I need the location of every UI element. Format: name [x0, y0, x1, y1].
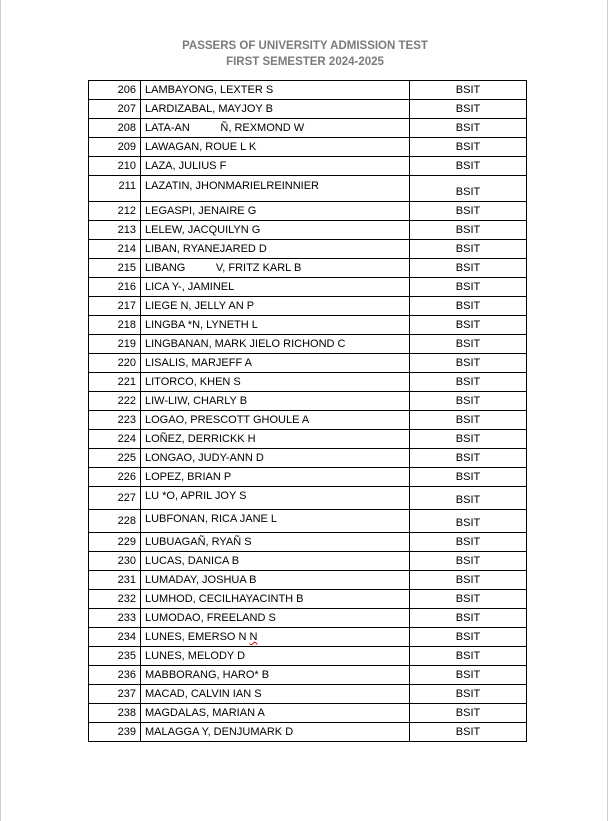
program-code: BSIT [410, 202, 527, 221]
passer-name: LELEW, JACQUILYN G [141, 221, 410, 240]
table-row [89, 316, 527, 335]
program-code: BSIT [410, 468, 527, 487]
passer-name: LIEGE N, JELLY AN P [141, 297, 410, 316]
passers-table-body [89, 81, 527, 742]
passer-name: LUMADAY, JOSHUA B [141, 571, 410, 590]
program-code: BSIT [410, 297, 527, 316]
row-number: 223 [89, 411, 141, 430]
table-row [89, 100, 527, 119]
row-number: 212 [89, 202, 141, 221]
passer-name: LINGBA *N, LYNETH L [141, 316, 410, 335]
row-number: 208 [89, 119, 141, 138]
row-number: 222 [89, 392, 141, 411]
program-code: BSIT [410, 81, 527, 100]
table-row [89, 571, 527, 590]
passer-name: LUNES, MELODY D [141, 647, 410, 666]
program-code: BSIT [410, 278, 527, 297]
program-code: BSIT [410, 176, 527, 202]
program-code: BSIT [410, 316, 527, 335]
passer-name: LUMODAO, FREELAND S [141, 609, 410, 628]
passer-name: LONGAO, JUDY-ANN D [141, 449, 410, 468]
table-row [89, 354, 527, 373]
row-number: 233 [89, 609, 141, 628]
passer-name: LITORCO, KHEN S [141, 373, 410, 392]
passer-name: LAWAGAN, ROUE L K [141, 138, 410, 157]
spellcheck-mark: N [249, 631, 258, 643]
table-row [89, 411, 527, 430]
table-row [89, 685, 527, 704]
passer-name: LISALIS, MARJEFF A [141, 354, 410, 373]
program-code: BSIT [410, 240, 527, 259]
passer-name: LAZA, JULIUS F [141, 157, 410, 176]
passer-name: LUBFONAN, RICA JANE L [141, 510, 410, 533]
table-row [89, 240, 527, 259]
passer-name: LU *O, APRIL JOY S [141, 487, 410, 510]
passer-name: LUMHOD, CECILHAYACINTH B [141, 590, 410, 609]
table-row [89, 628, 527, 647]
program-code: BSIT [410, 138, 527, 157]
row-number: 213 [89, 221, 141, 240]
passer-name: LARDIZABAL, MAYJOY B [141, 100, 410, 119]
table-row [89, 392, 527, 411]
program-code: BSIT [410, 571, 527, 590]
table-row [89, 590, 527, 609]
table-row [89, 259, 527, 278]
row-number: 235 [89, 647, 141, 666]
row-number: 232 [89, 590, 141, 609]
program-code: BSIT [410, 552, 527, 571]
program-code: BSIT [410, 373, 527, 392]
passer-name: LOGAO, PRESCOTT GHOULE A [141, 411, 410, 430]
header-title: PASSERS OF UNIVERSITY ADMISSION TEST [182, 40, 428, 52]
table-row [89, 430, 527, 449]
program-code: BSIT [410, 259, 527, 278]
table-row [89, 373, 527, 392]
passer-name: MAGDALAS, MARIAN A [141, 704, 410, 723]
program-code: BSIT [410, 430, 527, 449]
table-row [89, 81, 527, 100]
row-number: 206 [89, 81, 141, 100]
table-row [89, 609, 527, 628]
table-row [89, 157, 527, 176]
table-row [89, 278, 527, 297]
passer-name: LOPEZ, BRIAN P [141, 468, 410, 487]
row-number: 219 [89, 335, 141, 354]
passer-name: LINGBANAN, MARK JIELO RICHOND C [141, 335, 410, 354]
row-number: 211 [89, 176, 141, 202]
passer-name: LEGASPI, JENAIRE G [141, 202, 410, 221]
row-number: 238 [89, 704, 141, 723]
row-number: 231 [89, 571, 141, 590]
header-subtitle: FIRST SEMESTER 2024-2025 [226, 56, 384, 68]
program-code: BSIT [410, 723, 527, 742]
program-code: BSIT [410, 666, 527, 685]
row-number: 209 [89, 138, 141, 157]
program-code: BSIT [410, 119, 527, 138]
passers-table [88, 80, 527, 742]
passer-name: LAZATIN, JHONMARIELREINNIER [141, 176, 410, 202]
program-code: BSIT [410, 449, 527, 468]
passer-name: LATA-AN Ñ, REXMOND W [141, 119, 410, 138]
program-code: BSIT [410, 354, 527, 373]
program-code: BSIT [410, 157, 527, 176]
row-number: 221 [89, 373, 141, 392]
passer-name: LIBAN, RYANEJARED D [141, 240, 410, 259]
passer-name: LUNES, EMERSO N N [141, 628, 410, 647]
table-row [89, 202, 527, 221]
table-row [89, 138, 527, 157]
row-number: 226 [89, 468, 141, 487]
row-number: 218 [89, 316, 141, 335]
table-row [89, 552, 527, 571]
program-code: BSIT [410, 100, 527, 119]
table-row [89, 704, 527, 723]
row-number: 229 [89, 533, 141, 552]
passer-name: MACAD, CALVIN IAN S [141, 685, 410, 704]
passer-name: LIBANG V, FRITZ KARL B [141, 259, 410, 278]
passer-name: LUBUAGAÑ, RYAÑ S [141, 533, 410, 552]
passer-name: LOÑEZ, DERRICKK H [141, 430, 410, 449]
table-row [89, 449, 527, 468]
table-row [89, 468, 527, 487]
table-row [89, 723, 527, 742]
table-row [89, 666, 527, 685]
table-row [89, 119, 527, 138]
row-number: 214 [89, 240, 141, 259]
program-code: BSIT [410, 392, 527, 411]
table-row [89, 297, 527, 316]
passer-name: LICA Y-, JAMINEL [141, 278, 410, 297]
row-number: 227 [89, 487, 141, 510]
row-number: 210 [89, 157, 141, 176]
row-number: 225 [89, 449, 141, 468]
program-code: BSIT [410, 487, 527, 510]
program-code: BSIT [410, 609, 527, 628]
row-number: 239 [89, 723, 141, 742]
passer-name: MALAGGA Y, DENJUMARK D [141, 723, 410, 742]
row-number: 237 [89, 685, 141, 704]
passer-name: LAMBAYONG, LEXTER S [141, 81, 410, 100]
table-row [89, 335, 527, 354]
row-number: 217 [89, 297, 141, 316]
program-code: BSIT [410, 411, 527, 430]
table-row [89, 487, 527, 510]
program-code: BSIT [410, 628, 527, 647]
program-code: BSIT [410, 704, 527, 723]
row-number: 230 [89, 552, 141, 571]
passer-name: LUCAS, DANICA B [141, 552, 410, 571]
table-row [89, 176, 527, 202]
passer-name: LIW-LIW, CHARLY B [141, 392, 410, 411]
row-number: 220 [89, 354, 141, 373]
row-number: 224 [89, 430, 141, 449]
document-header [1, 38, 608, 70]
program-code: BSIT [410, 533, 527, 552]
row-number: 216 [89, 278, 141, 297]
program-code: BSIT [410, 647, 527, 666]
table-row [89, 647, 527, 666]
table-row [89, 221, 527, 240]
program-code: BSIT [410, 221, 527, 240]
row-number: 228 [89, 510, 141, 533]
passer-name: MABBORANG, HARO* B [141, 666, 410, 685]
program-code: BSIT [410, 335, 527, 354]
row-number: 234 [89, 628, 141, 647]
program-code: BSIT [410, 590, 527, 609]
row-number: 207 [89, 100, 141, 119]
program-code: BSIT [410, 510, 527, 533]
row-number: 215 [89, 259, 141, 278]
program-code: BSIT [410, 685, 527, 704]
table-row [89, 533, 527, 552]
row-number: 236 [89, 666, 141, 685]
table-row [89, 510, 527, 533]
